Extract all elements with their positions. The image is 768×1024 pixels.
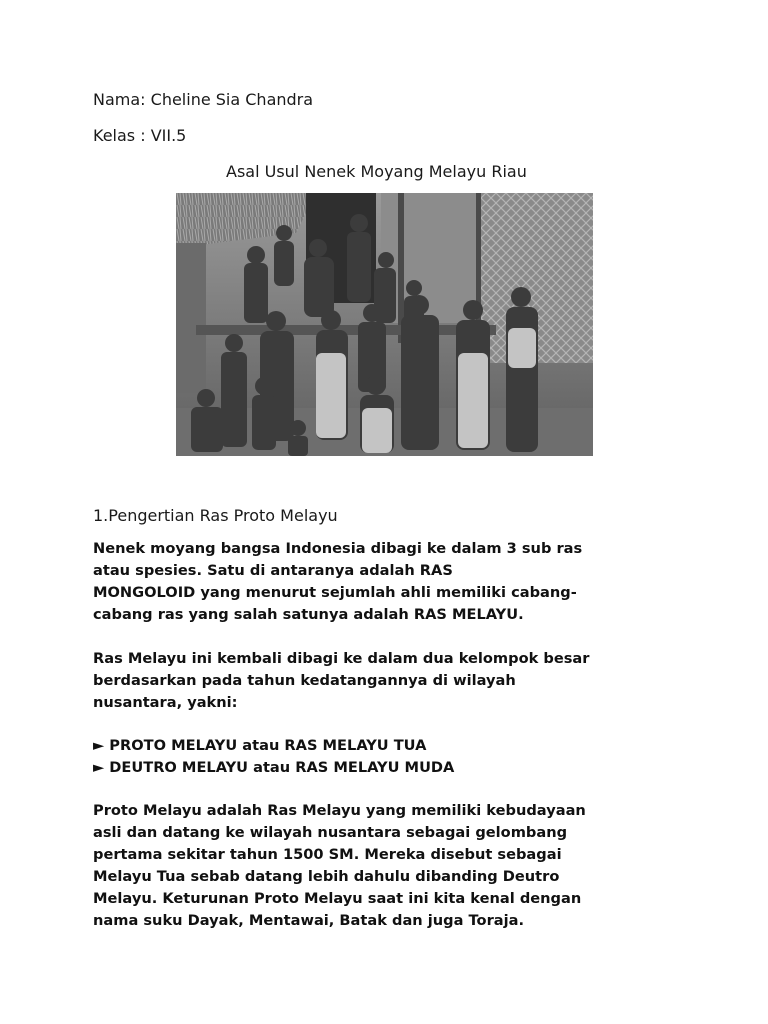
student-class: Kelas : VII.5 — [93, 126, 187, 145]
paragraph-line: Melayu Tua sebab datang lebih dahulu dibanding Deutro — [93, 868, 560, 885]
paragraph-3 — [93, 800, 673, 932]
paragraph-line: nusantara, yakni: — [93, 694, 238, 711]
paragraph-line: pertama sekitar tahun 1500 SM. Mereka disebut sebagai — [93, 846, 562, 863]
student-name: Nama: Cheline Sia Chandra — [93, 90, 314, 109]
ras-melayu-list — [93, 735, 673, 779]
paragraph-line: Melayu. Keturunan Proto Melayu saat ini kita kenal dengan — [93, 890, 582, 907]
list-item: ► PROTO MELAYU atau RAS MELAYU TUA — [93, 737, 427, 754]
paragraph-line: nama suku Dayak, Mentawai, Batak dan juga Toraja. — [93, 912, 525, 929]
paragraph-line: asli dan datang ke wilayah nusantara sebagai gelombang — [93, 824, 568, 841]
paragraph-line: Ras Melayu ini kembali dibagi ke dalam dua kelompok besar — [93, 650, 590, 667]
document-title: Asal Usul Nenek Moyang Melayu Riau — [226, 162, 527, 181]
paragraph-line: MONGOLOID yang menurut sejumlah ahli memiliki cabang- — [93, 584, 577, 601]
paragraph-line: atau spesies. Satu di antaranya adalah RAS — [93, 562, 453, 579]
paragraph-line: Nenek moyang bangsa Indonesia dibagi ke dalam 3 sub ras — [93, 540, 583, 557]
paragraph-line: berdasarkan pada tahun kedatangannya di wilayah — [93, 672, 516, 689]
paragraph-line: Proto Melayu adalah Ras Melayu yang memiliki kebudayaan — [93, 802, 586, 819]
paragraph-2 — [93, 648, 673, 714]
list-item: ► DEUTRO MELAYU atau RAS MELAYU MUDA — [93, 759, 455, 776]
historical-photo — [176, 193, 593, 456]
section-heading: 1.Pengertian Ras Proto Melayu — [93, 506, 338, 525]
paragraph-line: cabang ras yang salah satunya adalah RAS MELAYU. — [93, 606, 524, 623]
paragraph-1 — [93, 538, 673, 626]
